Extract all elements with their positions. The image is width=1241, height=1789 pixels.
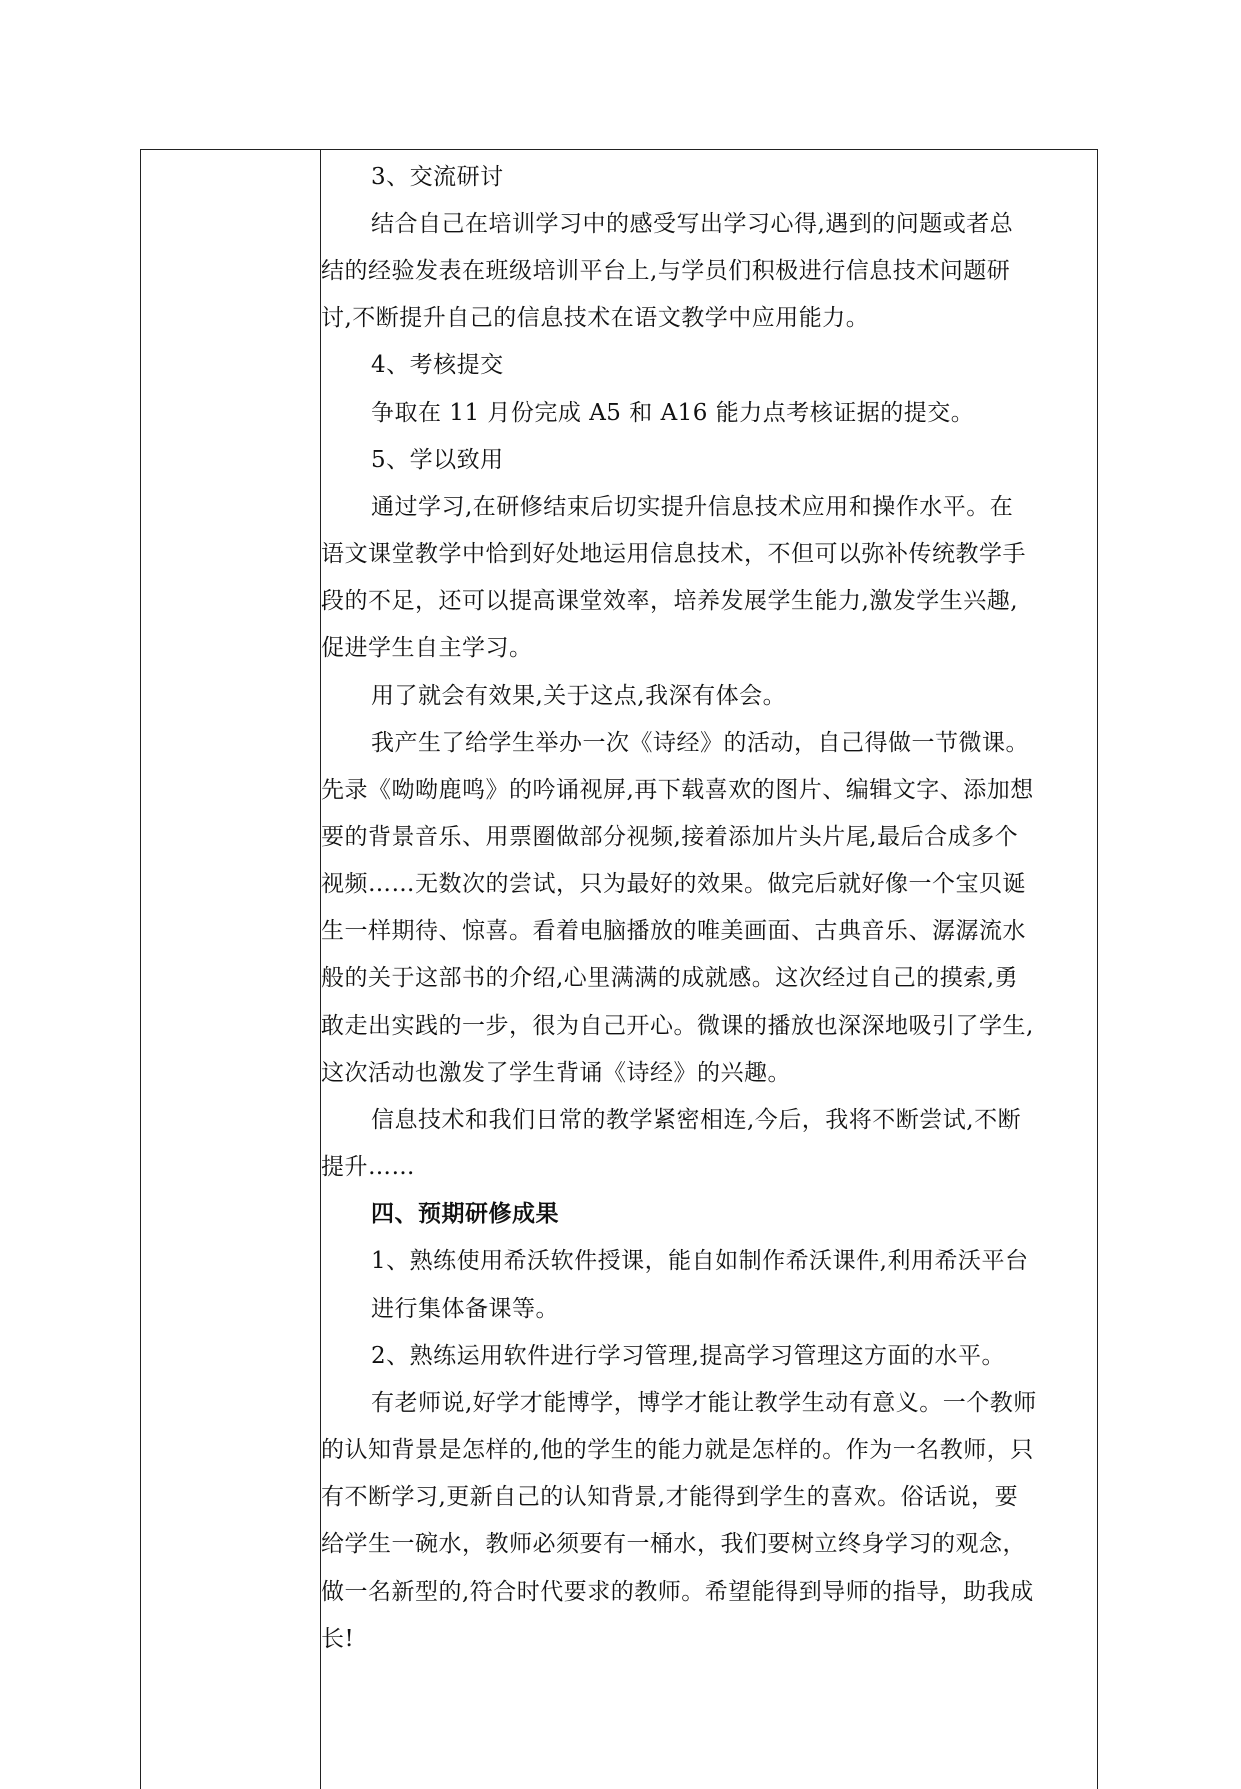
text-line: 讨,不断提升自己的信息技术在语文教学中应用能力。 (321, 305, 870, 331)
text-line: 这次活动也激发了学生背诵《诗经》的兴趣。 (321, 1060, 791, 1086)
heading-exchange: 3、交流研讨 (371, 164, 504, 190)
heading-apply: 5、学以致用 (371, 447, 504, 473)
text-line: 长! (321, 1626, 355, 1652)
text-line: 有不断学习,更新自己的认知背景,才能得到学生的喜欢。俗话说，要 (321, 1484, 1019, 1510)
text-line: 做一名新型的,符合时代要求的教师。希望能得到导师的指导，助我成 (321, 1579, 1034, 1605)
text-line: 的认知背景是怎样的,他的学生的能力就是怎样的。作为一名教师，只 (321, 1437, 1034, 1463)
text-line: 结合自己在培训学习中的感受写出学习心得,遇到的问题或者总 (371, 211, 1014, 237)
table-left-column (141, 150, 321, 1789)
text-line: 段的不足，还可以提高课堂效率，培养发展学生能力,激发学生兴趣, (321, 588, 1019, 614)
text-line: 信息技术和我们日常的教学紧密相连,今后，我将不断尝试,不断 (371, 1107, 1022, 1133)
text-line: 要的背景音乐、用票圈做部分视频,接着添加片头片尾,最后合成多个 (321, 824, 1019, 850)
text-line: 结的经验发表在班级培训平台上,与学员们积极进行信息技术问题研 (321, 258, 1011, 284)
text-line: 我产生了给学生举办一次《诗经》的活动，自己得做一节微课。 (371, 730, 1029, 756)
heading-assessment: 4、考核提交 (371, 352, 504, 378)
text-line: 生一样期待、惊喜。看着电脑播放的唯美画面、古典音乐、潺潺流水 (321, 918, 1026, 944)
text-line: 争取在 11 月份完成 A5 和 A16 能力点考核证据的提交。 (371, 400, 975, 426)
text-line: 1、熟练使用希沃软件授课，能自如制作希沃课件,利用希沃平台 (371, 1248, 1029, 1274)
text-line: 提升…… (321, 1154, 415, 1180)
text-line: 通过学习,在研修结束后切实提升信息技术应用和操作水平。在 (371, 494, 1014, 520)
text-line: 敢走出实践的一步，很为自己开心。微课的播放也深深地吸引了学生, (321, 1013, 1034, 1039)
text-line: 2、熟练运用软件进行学习管理,提高学习管理这方面的水平。 (371, 1343, 1005, 1369)
table-content-cell (321, 150, 1097, 1789)
text-line: 促进学生自主学习。 (321, 635, 533, 661)
text-line: 给学生一碗水，教师必须要有一桶水，我们要树立终身学习的观念， (321, 1531, 1026, 1557)
text-line: 先录《呦呦鹿鸣》的吟诵视屏,再下载喜欢的图片、编辑文字、添加想 (321, 777, 1034, 803)
text-line: 视频……无数次的尝试，只为最好的效果。做完后就好像一个宝贝诞 (321, 871, 1026, 897)
section-heading-expected-results: 四、预期研修成果 (371, 1200, 559, 1227)
document-table (140, 149, 1098, 1789)
text-line: 语文课堂教学中恰到好处地运用信息技术，不但可以弥补传统教学手 (321, 541, 1026, 567)
text-line: 有老师说,好学才能博学，博学才能让教学生动有意义。一个教师 (371, 1390, 1037, 1416)
text-line: 用了就会有效果,关于这点,我深有体会。 (371, 683, 787, 709)
text-line: 进行集体备课等。 (371, 1296, 559, 1322)
text-line: 般的关于这部书的介绍,心里满满的成就感。这次经过自己的摸索,勇 (321, 965, 1019, 991)
